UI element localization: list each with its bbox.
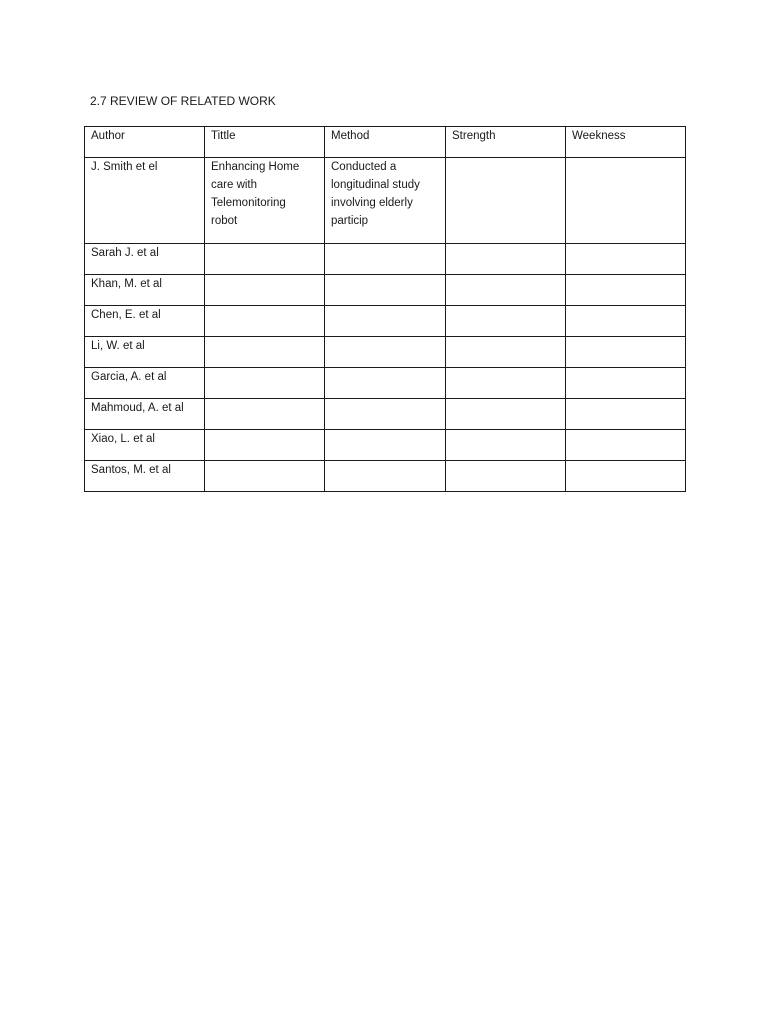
table-row (85, 430, 686, 461)
table-cell (446, 337, 566, 368)
cell-text: Chen, E. et al (91, 309, 161, 321)
table-cell (325, 275, 446, 306)
cell-text: Sarah J. et al (91, 247, 159, 259)
table-cell (566, 368, 686, 399)
cell-text: J. Smith et el (91, 161, 158, 173)
table-header-row (85, 127, 686, 158)
section-heading: 2.7 REVIEW OF RELATED WORK (90, 94, 276, 108)
header-label: Method (331, 130, 370, 142)
table-cell (205, 275, 325, 306)
table-cell (85, 275, 205, 306)
table-cell (566, 275, 686, 306)
table-cell (325, 461, 446, 492)
table-cell (325, 158, 446, 244)
table-cell (446, 158, 566, 244)
cell-text: Li, W. et al (91, 340, 145, 352)
table-cell (446, 430, 566, 461)
table-cell (446, 399, 566, 430)
table-cell (205, 430, 325, 461)
header-label: Author (91, 130, 125, 142)
table-cell (325, 244, 446, 275)
table-cell (85, 368, 205, 399)
table-cell (205, 461, 325, 492)
table-cell (325, 337, 446, 368)
table-cell (85, 430, 205, 461)
table-cell (205, 244, 325, 275)
header-cell-method (325, 127, 446, 158)
table-cell (566, 244, 686, 275)
table-cell (446, 306, 566, 337)
cell-text: Santos, M. et al (91, 464, 171, 476)
table-cell (566, 399, 686, 430)
table-row (85, 275, 686, 306)
table-cell (566, 158, 686, 244)
table-cell (566, 337, 686, 368)
table-cell (566, 461, 686, 492)
table-cell (205, 399, 325, 430)
cell-text: Conducted a longitudinal study involving elderly particip (331, 161, 420, 227)
table-cell (205, 368, 325, 399)
table-row (85, 337, 686, 368)
table-cell (566, 430, 686, 461)
header-label: Weekness (572, 130, 626, 142)
table-cell (85, 306, 205, 337)
table-cell (446, 275, 566, 306)
table-cell (85, 399, 205, 430)
table-row (85, 399, 686, 430)
cell-text: Enhancing Home care with Telemonitoring robot (211, 161, 300, 227)
cell-text: Xiao, L. et al (91, 433, 155, 445)
table-cell (205, 306, 325, 337)
table-row (85, 461, 686, 492)
cell-text: Mahmoud, A. et al (91, 402, 184, 414)
table-row (85, 368, 686, 399)
table-cell (325, 430, 446, 461)
header-cell-title (205, 127, 325, 158)
header-cell-weakness (566, 127, 686, 158)
table-cell (205, 158, 325, 244)
header-label: Strength (452, 130, 496, 142)
table-cell (85, 244, 205, 275)
table-cell (325, 399, 446, 430)
header-cell-author (85, 127, 205, 158)
cell-text: Garcia, A. et al (91, 371, 167, 383)
table-cell (325, 368, 446, 399)
table-cell (325, 306, 446, 337)
table-cell (85, 337, 205, 368)
table-cell (446, 244, 566, 275)
table-row (85, 306, 686, 337)
table-cell (85, 158, 205, 244)
table-row (85, 158, 686, 244)
header-label: Tittle (211, 130, 236, 142)
cell-text: Khan, M. et al (91, 278, 162, 290)
header-cell-strength (446, 127, 566, 158)
review-table (84, 126, 686, 492)
table-row (85, 244, 686, 275)
table-cell (446, 461, 566, 492)
table-cell (205, 337, 325, 368)
table-cell (566, 306, 686, 337)
table-cell (446, 368, 566, 399)
table-cell (85, 461, 205, 492)
